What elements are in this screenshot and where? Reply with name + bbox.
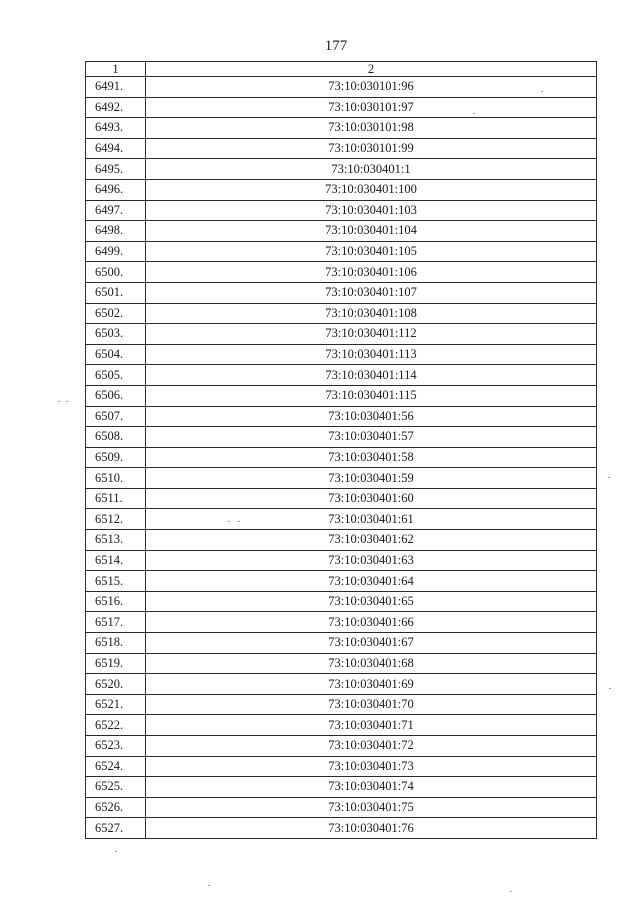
table-row (86, 694, 597, 715)
cadastral-number: 73:10:030401:106 (146, 262, 597, 283)
cadastral-number: 73:10:030401:68 (146, 653, 597, 674)
row-number: 6496. (86, 179, 146, 200)
scan-speck (510, 891, 512, 892)
table-row (86, 406, 597, 427)
table-row (86, 797, 597, 818)
cadastral-number: 73:10:030101:98 (146, 118, 597, 139)
cadastral-number: 73:10:030401:63 (146, 550, 597, 571)
row-number: 6493. (86, 118, 146, 139)
row-number: 6519. (86, 653, 146, 674)
cadastral-number: 73:10:030401:103 (146, 200, 597, 221)
table-row (86, 324, 597, 345)
table-row (86, 159, 597, 180)
column-header-number: 1 (86, 62, 146, 77)
cadastral-number: 73:10:030401:1 (146, 159, 597, 180)
row-number: 6499. (86, 241, 146, 262)
cadastral-number: 73:10:030401:115 (146, 385, 597, 406)
row-number: 6494. (86, 138, 146, 159)
cadastral-number: 73:10:030401:108 (146, 303, 597, 324)
table-row (86, 385, 597, 406)
table-row (86, 777, 597, 798)
cadastral-number: 73:10:030401:65 (146, 591, 597, 612)
cadastral-number: 73:10:030401:59 (146, 468, 597, 489)
cadastral-number: 73:10:030401:70 (146, 694, 597, 715)
table-body (86, 77, 597, 839)
cadastral-number: 73:10:030101:96 (146, 77, 597, 98)
row-number: 6501. (86, 282, 146, 303)
scan-speck (609, 688, 611, 689)
row-number: 6491. (86, 77, 146, 98)
scan-speck (208, 885, 210, 886)
table-row (86, 344, 597, 365)
row-number: 6525. (86, 777, 146, 798)
row-number: 6521. (86, 694, 146, 715)
table-row (86, 488, 597, 509)
cadastral-number: 73:10:030401:64 (146, 571, 597, 592)
scan-speck (228, 521, 230, 522)
scan-speck (66, 401, 68, 402)
table-row (86, 447, 597, 468)
row-number: 6518. (86, 633, 146, 654)
row-number: 6513. (86, 530, 146, 551)
column-header-code: 2 (146, 62, 597, 77)
table-row (86, 756, 597, 777)
table-row (86, 633, 597, 654)
table-row (86, 427, 597, 448)
scan-speck (58, 401, 60, 402)
row-number: 6512. (86, 509, 146, 530)
table-row (86, 365, 597, 386)
row-number: 6507. (86, 406, 146, 427)
row-number: 6500. (86, 262, 146, 283)
table-row (86, 653, 597, 674)
table-row (86, 118, 597, 139)
cadastral-number: 73:10:030401:100 (146, 179, 597, 200)
table-row (86, 612, 597, 633)
cadastral-number: 73:10:030401:66 (146, 612, 597, 633)
cadastral-number: 73:10:030401:105 (146, 241, 597, 262)
table-row (86, 468, 597, 489)
scan-speck (608, 477, 610, 478)
row-number: 6520. (86, 674, 146, 695)
table-row (86, 303, 597, 324)
row-number: 6502. (86, 303, 146, 324)
table-row (86, 138, 597, 159)
table-row (86, 200, 597, 221)
cadastral-number: 73:10:030401:76 (146, 818, 597, 839)
table-row (86, 818, 597, 839)
cadastral-number: 73:10:030401:71 (146, 715, 597, 736)
table-row (86, 591, 597, 612)
table-row (86, 179, 597, 200)
cadastral-number: 73:10:030401:72 (146, 736, 597, 757)
table-row (86, 550, 597, 571)
table-header-row (86, 62, 597, 77)
cadastral-number: 73:10:030401:56 (146, 406, 597, 427)
table-row (86, 262, 597, 283)
scan-speck (541, 91, 543, 92)
row-number: 6510. (86, 468, 146, 489)
row-number: 6524. (86, 756, 146, 777)
table-row (86, 736, 597, 757)
cadastral-number: 73:10:030401:60 (146, 488, 597, 509)
cadastral-number: 73:10:030101:97 (146, 97, 597, 118)
cadastral-number: 73:10:030401:114 (146, 365, 597, 386)
cadastral-number: 73:10:030401:67 (146, 633, 597, 654)
scan-speck (115, 851, 117, 852)
table-row (86, 715, 597, 736)
cadastral-number: 73:10:030401:73 (146, 756, 597, 777)
row-number: 6511. (86, 488, 146, 509)
table-row (86, 282, 597, 303)
cadastral-number: 73:10:030101:99 (146, 138, 597, 159)
cadastral-number: 73:10:030401:113 (146, 344, 597, 365)
cadastral-number: 73:10:030401:107 (146, 282, 597, 303)
table-row (86, 241, 597, 262)
row-number: 6498. (86, 221, 146, 242)
row-number: 6509. (86, 447, 146, 468)
scan-speck (238, 521, 240, 522)
table-row (86, 571, 597, 592)
table-row (86, 221, 597, 242)
table-row (86, 530, 597, 551)
row-number: 6522. (86, 715, 146, 736)
table-row (86, 674, 597, 695)
scan-speck (473, 113, 475, 114)
registry-table (85, 61, 597, 839)
row-number: 6527. (86, 818, 146, 839)
cadastral-number: 73:10:030401:104 (146, 221, 597, 242)
cadastral-number: 73:10:030401:62 (146, 530, 597, 551)
cadastral-number: 73:10:030401:74 (146, 777, 597, 798)
table-row (86, 509, 597, 530)
row-number: 6503. (86, 324, 146, 345)
row-number: 6505. (86, 365, 146, 386)
table-row (86, 77, 597, 98)
row-number: 6515. (86, 571, 146, 592)
cadastral-number: 73:10:030401:112 (146, 324, 597, 345)
cadastral-number: 73:10:030401:58 (146, 447, 597, 468)
row-number: 6517. (86, 612, 146, 633)
row-number: 6506. (86, 385, 146, 406)
cadastral-number: 73:10:030401:61 (146, 509, 597, 530)
cadastral-number: 73:10:030401:69 (146, 674, 597, 695)
row-number: 6508. (86, 427, 146, 448)
cadastral-number: 73:10:030401:75 (146, 797, 597, 818)
cadastral-number: 73:10:030401:57 (146, 427, 597, 448)
page-number: 177 (324, 38, 348, 54)
row-number: 6516. (86, 591, 146, 612)
table-row (86, 97, 597, 118)
row-number: 6495. (86, 159, 146, 180)
row-number: 6504. (86, 344, 146, 365)
row-number: 6497. (86, 200, 146, 221)
row-number: 6514. (86, 550, 146, 571)
row-number: 6492. (86, 97, 146, 118)
row-number: 6523. (86, 736, 146, 757)
row-number: 6526. (86, 797, 146, 818)
